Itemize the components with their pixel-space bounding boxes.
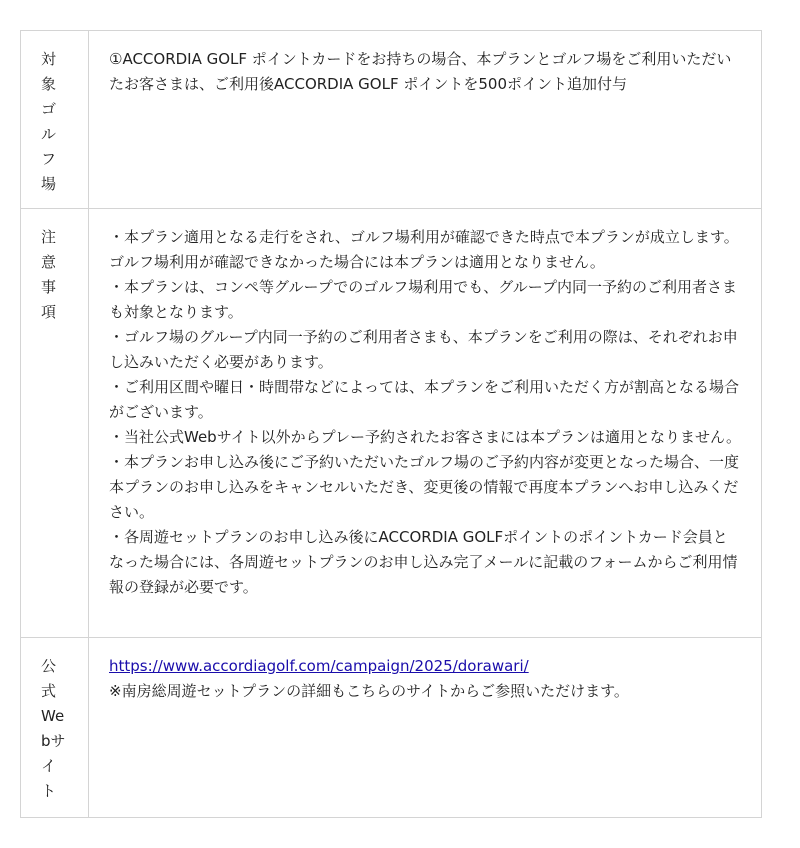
row-heading-cell <box>21 31 89 209</box>
note-item: ・本プラン適用となる走行をされ、ゴルフ場利用が確認できた時点で本プランが成立します。ゴルフ場利用が確認できなかった場合には本プランは適用となりません。 <box>109 228 739 271</box>
row-heading-cell <box>21 638 89 818</box>
note-item: ・当社公式Webサイト以外からプレー予約されたお客さまには本プランは適用となりません。 <box>109 428 741 446</box>
row-content-cell <box>89 209 762 638</box>
note-item: ・本プランお申し込み後にご予約いただいたゴルフ場のご予約内容が変更となった場合、一度本プランのお申し込みをキャンセルいただき、変更後の情報で再度本プランへお申し込みください。 <box>109 453 740 521</box>
site-note: ※南房総周遊セットプランの詳細もこちらのサイトからご参照いただけます。 <box>109 682 629 700</box>
row-notes <box>21 209 762 638</box>
row-heading-website: 公式Webサイト <box>41 657 66 800</box>
row-content-cell <box>89 638 762 818</box>
note-item: ・ご利用区間や曜日・時間帯などによっては、本プランをご利用いただく方が割高となる場合がございます。 <box>109 378 740 421</box>
row-heading-target: 対象ゴルフ場 <box>41 50 57 193</box>
row-target-golf-course <box>21 31 762 209</box>
note-item: ・各周遊セットプランのお申し込み後にACCORDIA GOLFポイントのポイントカード会員となった場合には、各周遊セットプランのお申し込み完了メールに記載のフォームからご利用情報の登録が必要です。 <box>109 528 738 596</box>
campaign-link[interactable]: https://www.accordiagolf.com/campaign/2025/dorawari/ <box>109 657 529 675</box>
note-item: ・本プランは、コンペ等グループでのゴルフ場利用でも、グループ内同一予約のご利用者さまも対象となります。 <box>109 278 738 321</box>
note-item: ・ゴルフ場のグループ内同一予約のご利用者さまも、本プランをご利用の際は、それぞれお申し込みいただく必要があります。 <box>109 328 738 371</box>
row-heading-cell <box>21 209 89 638</box>
row-official-website <box>21 638 762 818</box>
row-content-cell <box>89 31 762 209</box>
info-table <box>20 30 762 818</box>
row-heading-notes: 注意事項 <box>41 228 57 321</box>
target-description: ①ACCORDIA GOLF ポイントカードをお持ちの場合、本プランとゴルフ場をご利用いただいたお客さまは、ご利用後ACCORDIA GOLF ポイントを500ポイント追加付与 <box>109 50 732 93</box>
